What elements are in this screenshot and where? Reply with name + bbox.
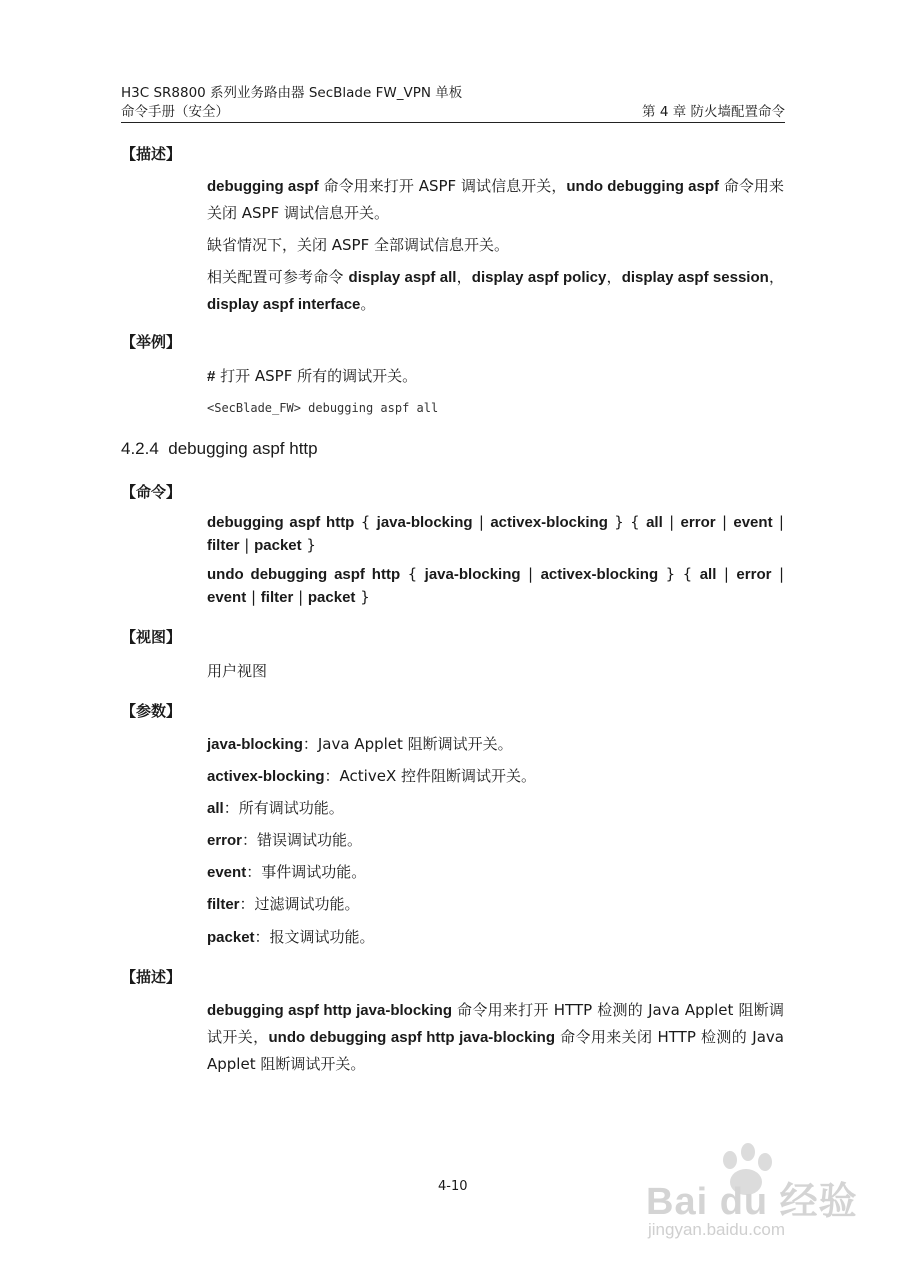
view-text: 用户视图 [207, 662, 268, 680]
param-item [207, 829, 362, 850]
header-title: H3C SR8800 系列业务路由器 SecBlade FW_VPN 单板 [121, 85, 463, 101]
cmd-keyword: filter [207, 537, 240, 554]
param-desc: ：所有调试功能。 [223, 799, 344, 817]
cmd-keyword: display aspf all [348, 269, 457, 286]
watermark-logo: Bai du 经验 [646, 1181, 858, 1223]
baidu-watermark [640, 1140, 860, 1250]
cmd-keyword: activex-blocking [540, 566, 659, 583]
param-item [207, 893, 360, 914]
cmd-syntax-punct: | [472, 513, 491, 531]
desc-body [207, 173, 784, 318]
param-desc: ：错误调试功能。 [242, 831, 363, 849]
watermark-url: jingyan.baidu.com [648, 1220, 786, 1239]
param-desc: ：ActiveX 控件阻断调试开关。 [324, 767, 536, 785]
params-heading: 【参数】 [121, 702, 182, 720]
section-number: 4.2.4 [121, 439, 159, 458]
cmd-keyword: undo debugging aspf http [207, 566, 401, 583]
cmd-keyword: debugging aspf http [207, 514, 355, 531]
cmd-syntax-punct: | [716, 565, 737, 583]
cmd-keyword: all [699, 566, 717, 583]
command-syntax-2 [207, 563, 784, 609]
header-manual: 命令手册（安全） [121, 104, 229, 120]
cmd-syntax-punct: | [715, 513, 734, 531]
cmd-keyword: display aspf interface [207, 296, 361, 313]
desc-paragraph-3 [207, 264, 784, 318]
cmd-syntax-punct: | [293, 588, 308, 606]
param-desc: ：报文调试功能。 [254, 928, 375, 946]
desc-text: 命令用来打开 HTTP 检测的 Java Applet 阻断调试开关， [207, 1001, 785, 1046]
page-header [121, 84, 785, 122]
param-item [207, 926, 375, 947]
param-item [207, 861, 366, 882]
cmd-syntax-punct: | [520, 565, 541, 583]
desc-paragraph-2: 缺省情况下，关闭 ASPF 全部调试信息开关。 [207, 236, 509, 254]
cmd-syntax-punct: } { [607, 513, 647, 531]
desc2-body [207, 997, 784, 1077]
desc-text: 命令用来打开 ASPF 调试信息开关， [318, 177, 567, 195]
param-desc: ：事件调试功能。 [246, 863, 367, 881]
command-syntax-1 [207, 511, 784, 557]
cmd-keyword: debugging aspf http java-blocking [207, 1002, 453, 1019]
separator: ， [768, 268, 784, 286]
cmd-keyword: undo debugging aspf [566, 178, 719, 195]
cmd-syntax-punct: | [239, 536, 255, 554]
header-chapter: 第 4 章 防火墙配置命令 [642, 104, 785, 120]
cmd-keyword: display aspf policy [471, 269, 607, 286]
cmd-syntax-punct: | [662, 513, 681, 531]
cmd-syntax-punct: } { [658, 565, 700, 583]
desc-heading: 【描述】 [121, 145, 182, 163]
desc-text: 命令用来关闭 HTTP 检测的 Java Applet 阻断调试开关。 [207, 1028, 784, 1073]
comment-hash: # [207, 368, 216, 385]
example-heading: 【举例】 [121, 333, 182, 351]
cmd-keyword: packet [307, 589, 356, 606]
param-name: event [207, 864, 247, 881]
cmd-syntax-punct: { [400, 565, 425, 583]
cmd-keyword: all [646, 514, 663, 531]
param-item [207, 733, 513, 754]
example-code: <SecBlade_FW> debugging aspf all [207, 401, 439, 415]
cmd-keyword: error [736, 566, 772, 583]
cmd-keyword: debugging aspf [207, 178, 319, 195]
desc-text: 相关配置可参考命令 [207, 268, 349, 286]
example-comment [207, 363, 784, 390]
separator: 。 [360, 295, 376, 313]
cmd-keyword: java-blocking [424, 566, 521, 583]
param-name: java-blocking [207, 736, 303, 753]
header-divider [121, 122, 785, 123]
cmd-keyword: java-blocking [376, 514, 473, 531]
view-heading: 【视图】 [121, 628, 182, 646]
param-name: packet [207, 929, 255, 946]
cmd-syntax-punct: | [772, 513, 784, 531]
desc2-paragraph [207, 997, 784, 1077]
param-name: filter [207, 896, 240, 913]
cmd-keyword: packet [254, 537, 302, 554]
desc-text: 命令用来关闭 ASPF 调试信息开关。 [207, 177, 784, 222]
cmd-keyword: undo debugging aspf http java-blocking [268, 1029, 555, 1046]
param-name: error [207, 832, 243, 849]
cmd-keyword: event [207, 589, 247, 606]
page-number: 4-10 [438, 1179, 468, 1194]
comment-text: 打开 ASPF 所有的调试开关。 [215, 367, 418, 385]
param-item [207, 797, 344, 818]
cmd-keyword: display aspf session [621, 269, 769, 286]
param-name: all [207, 800, 224, 817]
param-item [207, 765, 536, 786]
cmd-keyword: event [733, 514, 773, 531]
cmd-syntax-punct: } [301, 536, 316, 554]
param-desc: ：Java Applet 阻断调试开关。 [302, 735, 513, 753]
param-name: activex-blocking [207, 768, 325, 785]
cmd-keyword: activex-blocking [490, 514, 608, 531]
desc2-heading: 【描述】 [121, 968, 182, 986]
section-name: debugging aspf http [168, 439, 318, 458]
cmd-syntax-punct: | [771, 565, 784, 583]
separator: ， [606, 268, 622, 286]
separator: ， [456, 268, 472, 286]
desc-paragraph-1 [207, 173, 784, 226]
command-heading: 【命令】 [121, 483, 182, 501]
param-desc: ：过滤调试功能。 [239, 895, 360, 913]
cmd-keyword: filter [260, 589, 294, 606]
cmd-syntax-punct: { [354, 513, 377, 531]
cmd-syntax-punct: | [246, 588, 261, 606]
section-title [121, 439, 318, 459]
cmd-keyword: error [680, 514, 716, 531]
cmd-syntax-punct: } [355, 588, 370, 606]
